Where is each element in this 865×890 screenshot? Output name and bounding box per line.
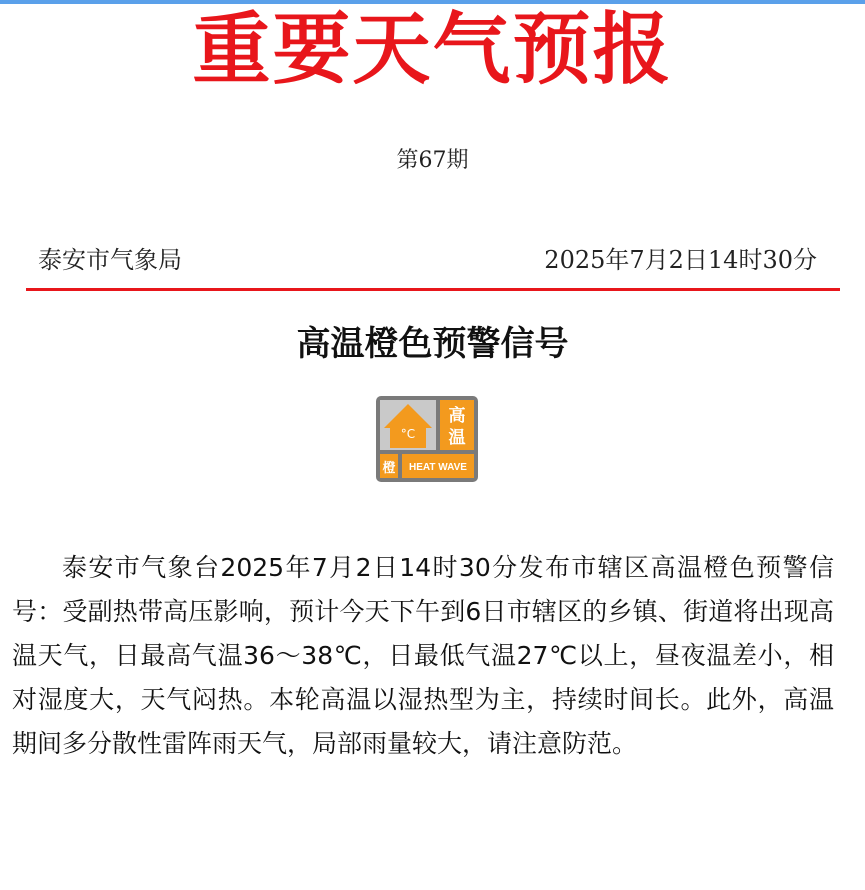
orange-level-char: 橙 <box>382 461 396 476</box>
issuing-organization: 泰安市气象局 <box>38 246 182 274</box>
heat-wave-orange-warning-icon <box>376 396 478 482</box>
heat-label-cn-char-2: 温 <box>448 428 466 448</box>
masthead-title: 重要天气预报 <box>192 4 673 95</box>
temperature-symbol: °C <box>400 427 416 441</box>
issue-datetime: 2025年7月2日14时30分 <box>544 246 817 274</box>
header-divider <box>26 288 840 291</box>
heat-label-cn-char-1: 高 <box>448 406 466 426</box>
issue-number: 第67期 <box>396 148 469 173</box>
heat-wave-label: HEAT WAVE <box>409 462 467 473</box>
warning-body-paragraph: 泰安市气象台2025年7月2日14时30分发布市辖区高温橙色预警信号：受副热带高压影响，预计今天下午到6日市辖区的乡镇、街道将出现高温天气，日最高气温36～38℃，日最低气温27℃以上，昼夜温差小，相对湿度大，天气闷热。本轮高温以湿热型为主，持续时间长。此外，高温期间多分散性雷阵雨天气，局部雨量较大，请注意防范。 <box>12 553 834 758</box>
warning-title: 高温橙色预警信号 <box>296 324 569 364</box>
